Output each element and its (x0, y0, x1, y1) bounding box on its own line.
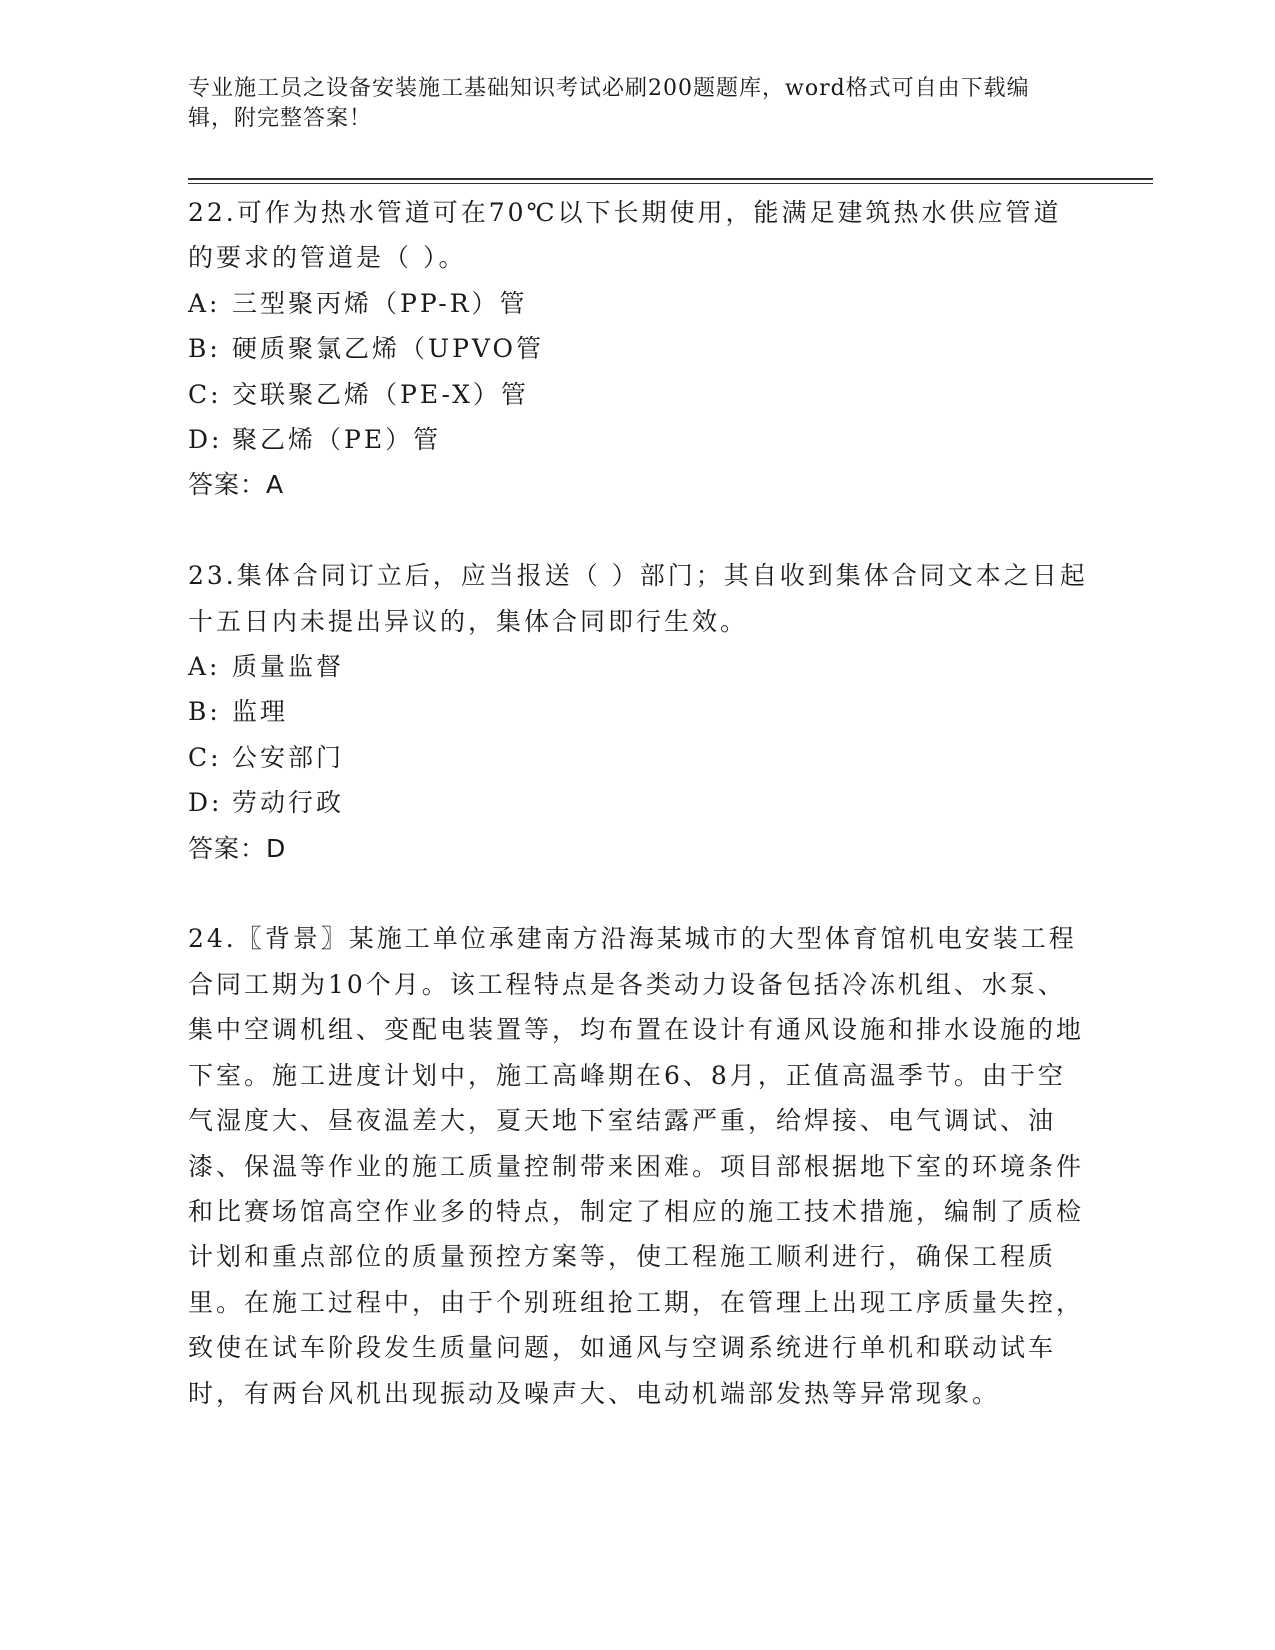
option-letter: B: (188, 697, 221, 727)
option-d (188, 780, 1088, 825)
option-text: 聚乙烯（PE）管 (232, 425, 442, 455)
option-c (188, 735, 1088, 780)
option-text: 监理 (232, 697, 289, 727)
option-text: 三型聚丙烯（PP-R）管 (232, 288, 528, 318)
option-a (188, 281, 1088, 326)
option-text: 公安部门 (232, 742, 345, 772)
question-24 (188, 916, 1088, 1415)
spacer (188, 871, 1088, 916)
option-c (188, 372, 1088, 417)
question-text: 22.可作为热水管道可在70℃以下长期使用，能满足建筑热水供应管道的要求的管道是（ ）。 (188, 198, 1062, 273)
question-23 (188, 553, 1088, 871)
question-text: 23.集体合同订立后，应当报送（ ）部门；其自收到集体合同文本之日起十五日内未提出异议的，集体合同即行生效。 (188, 561, 1088, 636)
option-text: 劳动行政 (232, 788, 345, 818)
question-22 (188, 190, 1088, 508)
option-a (188, 644, 1088, 689)
option-letter: C: (188, 742, 222, 772)
option-letter: D: (188, 788, 223, 818)
document-header: 专业施工员之设备安装施工基础知识考试必刷200题题库，word格式可自由下载编辑，附完整答案！ (188, 76, 1030, 131)
option-letter: B: (188, 334, 221, 364)
option-text: 质量监督 (232, 652, 345, 682)
option-text: 硬质聚氯乙烯（UPVO管 (232, 334, 545, 364)
option-letter: A: (188, 288, 221, 318)
option-letter: C: (188, 379, 222, 409)
answer-line: 答案：A (188, 470, 285, 500)
option-letter: A: (188, 652, 221, 682)
answer-line: 答案：D (188, 833, 287, 863)
spacer (188, 508, 1088, 553)
option-d (188, 417, 1088, 462)
option-b (188, 689, 1088, 734)
option-letter: D: (188, 425, 223, 455)
header-divider (188, 178, 1153, 184)
option-b (188, 326, 1088, 371)
question-text: 24.〖背景〗某施工单位承建南方沿海某城市的大型体育馆机电安装工程合同工期为10个月。该工程特点是各类动力设备包括冷冻机组、水泵、集中空调机组、变配电装置等，均布置在设计有通风设施和排水设施的地下室。施工进度计划中，施工高峰期在6、8月，正值高温季节。由于空气湿度大、昼夜温差大，夏天地下室结露严重，给焊接、电气调试、油漆、保温等作业的施工质量控制带来困难。项目部根据地下室的环境条件和比赛场馆高空作业多的特点，制定了相应的施工技术措施，编制了质检计划和重点部位的质量预控方案等，使工程施工顺利进行，确保工程质里。在施工过程中，由于个别班组抢工期，在管理上出现工序质量失控，致使在试车阶段发生质量问题，如通风与空调系统进行单机和联动试车时，有两台风机出现振动及噪声大、电动机端部发热等异常现象。 (188, 924, 1085, 1408)
question-list (188, 190, 1088, 1416)
option-text: 交联聚乙烯（PE-X）管 (232, 379, 529, 409)
